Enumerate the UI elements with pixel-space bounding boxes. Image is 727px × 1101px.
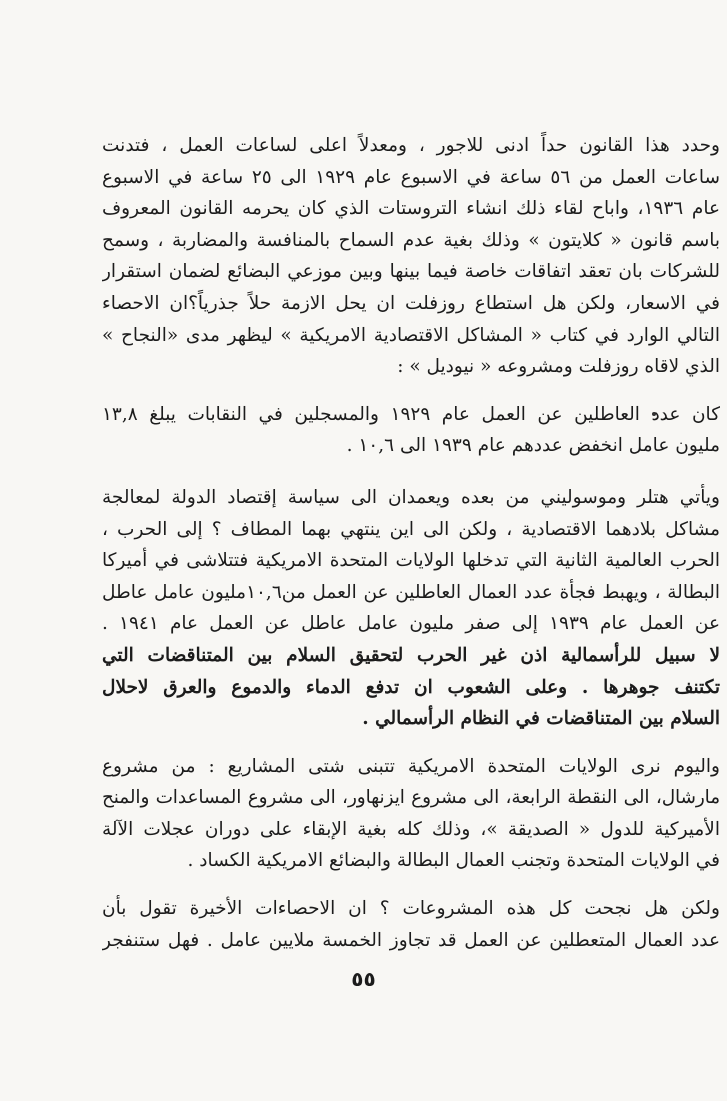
text-line: للشركات بان تعقد اتفاقات خاصة فيما بينها وبين موزعي البضائع لضمان استقرار (102, 261, 720, 283)
paragraph-2 (102, 399, 720, 462)
text-line: الذي لاقاه روزفلت ومشروعه « نيوديل » : (397, 356, 720, 378)
paragraph-5 (102, 893, 720, 956)
text-line: واليوم نرى الولايات المتحدة الامريكية تتبنى شتى المشاريع : من مشروع (102, 755, 720, 777)
paragraph-4 (102, 751, 720, 877)
paragraph-1 (102, 130, 720, 383)
text-line: البطالة ، ويهبط فجأة عدد العمال العاطلين عن العمل من١٠,٦مليون عامل عاطل (102, 581, 720, 603)
page-body (102, 130, 720, 970)
text-line: عن العمل عام ١٩٣٩ إلى صفر مليون عامل عاطل عن العمل عام ١٩٤١ . (102, 613, 720, 635)
text-line: باسم قانون « كلايتون » وذلك بغية عدم السماح بالمنافسة والمضاربة ، وسمح (102, 229, 720, 251)
text-line: وحدد هذا القانون حداً ادنى للاجور ، ومعدلاً اعلى لساعات العمل ، فتدنت (102, 135, 720, 156)
text-line: ولكن هل نجحت كل هذه المشروعات ؟ ان الاحصاءات الأخيرة تقول بأن (102, 898, 720, 920)
paragraph-3 (102, 482, 720, 735)
text-line: في الاسعار، ولكن هل استطاع روزفلت ان يحل الازمة حلاً جذرياً؟ان الاحصاء (102, 292, 720, 314)
text-line: الحرب العالمية الثانية التي تدخلها الولايات المتحدة الامريكية فتتلاشى في أميركا (102, 550, 720, 572)
text-line: ساعات العمل من ٥٦ ساعة في الاسبوع عام ١٩٢٩ الى ٢٥ ساعة في الاسبوع (102, 166, 720, 188)
text-line: التالي الوارد في كتاب « المشاكل الاقتصادية الامريكية » ليظهر مدى «النجاح » (102, 324, 720, 346)
bold-text-line: تكتنف جوهرها . وعلى الشعوب ان تدفع الدماء والدموع والعرق لاحلال (102, 676, 720, 698)
page-number: ٥٥ (351, 967, 376, 991)
text-line: عام ١٩٣٦، واباح لقاء ذلك انشاء التروستات الذي كان يحرمه القانون المعروف (102, 198, 720, 220)
text-line: عدد العمال المتعطلين عن العمل قد تجاوز الخمسة ملايين عامل . فهل ستنفجر (102, 929, 720, 951)
text-line: مشاكل بلادهما الاقتصادية ، ولكن الى اين ينتهي بهما المطاف ؟ إلى الحرب ، (102, 518, 720, 540)
text-line: في الولايات المتحدة وتجنب العمال البطالة والبضائع الامريكية الكساد . (187, 850, 720, 872)
text-line: الأميركية للدول « الصديقة »، وذلك كله بغية الإبقاء على دوران عجلات الآلة (102, 818, 720, 840)
text-line: مارشال، الى النقطة الرابعة، الى مشروع ايزنهاور، الى مشروع المساعدات والمنح (102, 787, 720, 809)
bold-text-line: لا سبيل للرأسمالية اذن غير الحرب لتحقيق السلام بين المتناقضات التي (102, 644, 720, 666)
text-line: ويأتي هتلر وموسوليني من بعده ويعمدان الى سياسة إقتصاد الدولة لمعالجة (102, 486, 720, 508)
text-line: كان عدد العاطلين عن العمل عام ١٩٢٩ والمسجلين في النقابات يبلغ ١٣,٨ (102, 403, 720, 425)
bold-text-line: السلام بين المتناقضات في النظام الرأسمالي . (362, 708, 720, 730)
text-line: مليون عامل انخفض عددهم عام ١٩٣٩ الى ١٠,٦ . (346, 435, 720, 457)
